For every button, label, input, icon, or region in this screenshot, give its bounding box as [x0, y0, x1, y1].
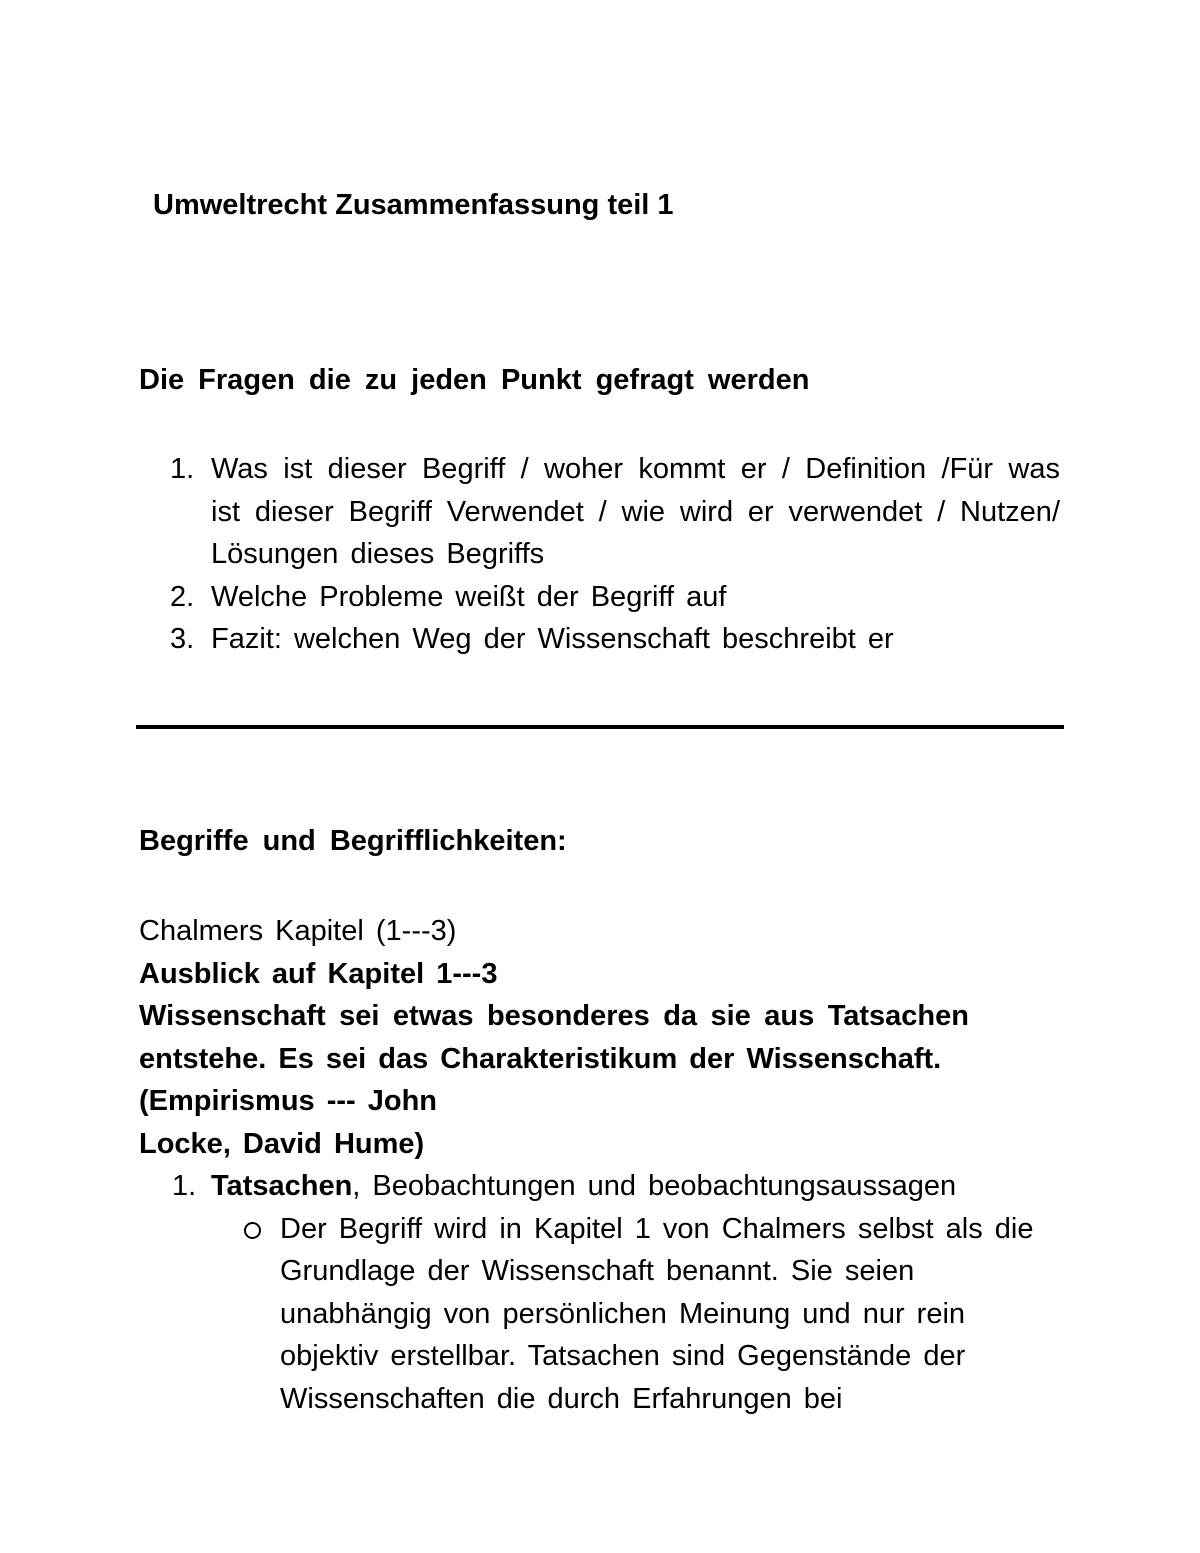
chapter-line: Chalmers Kapitel (1---3) [139, 915, 457, 947]
bullet-text: Der Begriff wird in Kapitel 1 von Chalmers selbst als die Grundlage der Wissenschaft benannt. Sie seien unabhängig von persönlichen Meinung und nur rein objektiv erstellbar. Tatsachen sind Gegenstände der Wissenschaften die durch Erfahrungen bei [280, 1212, 1034, 1415]
list-item [170, 448, 1060, 576]
questions-heading: Die Fragen die zu jeden Punkt gefragt werden [139, 364, 810, 396]
horizontal-divider [136, 725, 1064, 729]
empirism-authors-line: Locke, David Hume) [139, 1127, 425, 1160]
terms-list [172, 1165, 1052, 1420]
list-item [172, 1165, 1052, 1208]
empirism-line: (Empirismus --- John [139, 1085, 438, 1117]
list-number: 3. [170, 623, 195, 655]
list-number: 1. [170, 453, 195, 485]
list-item-text: Welche Probleme weißt der Begriff auf [211, 580, 727, 613]
questions-list [170, 448, 1060, 661]
terms-heading: Begriffe und Begrifflichkeiten: [139, 825, 567, 857]
list-number: 1. [172, 1170, 197, 1202]
list-item-text: Fazit: welchen Weg der Wissenschaft beschreibt er [211, 623, 894, 655]
list-number: 2. [170, 580, 195, 613]
document-title: Umweltrecht Zusammenfassung teil 1 [153, 189, 674, 221]
term-rest: , Beobachtungen und beobachtungsaussagen [352, 1170, 957, 1202]
outlook-line: Ausblick auf Kapitel 1---3 [139, 957, 498, 990]
list-item [170, 576, 1060, 619]
circle-bullet-icon [244, 1222, 261, 1239]
chalmers-section [139, 910, 979, 1165]
science-paragraph: Wissenschaft sei etwas besonderes da sie aus Tatsachen entstehe. Es sei das Charakteristikum der Wissenschaft. [139, 1000, 969, 1075]
bullet-item [280, 1208, 1050, 1421]
list-item-text: Was ist dieser Begriff / woher kommt er / Definition /Für was ist dieser Begriff Verwendet / wie wird er verwendet / Nutzen/ Lösungen dieses Begriffs [211, 453, 1060, 570]
term-name: Tatsachen [211, 1170, 353, 1202]
list-item [170, 618, 1060, 661]
